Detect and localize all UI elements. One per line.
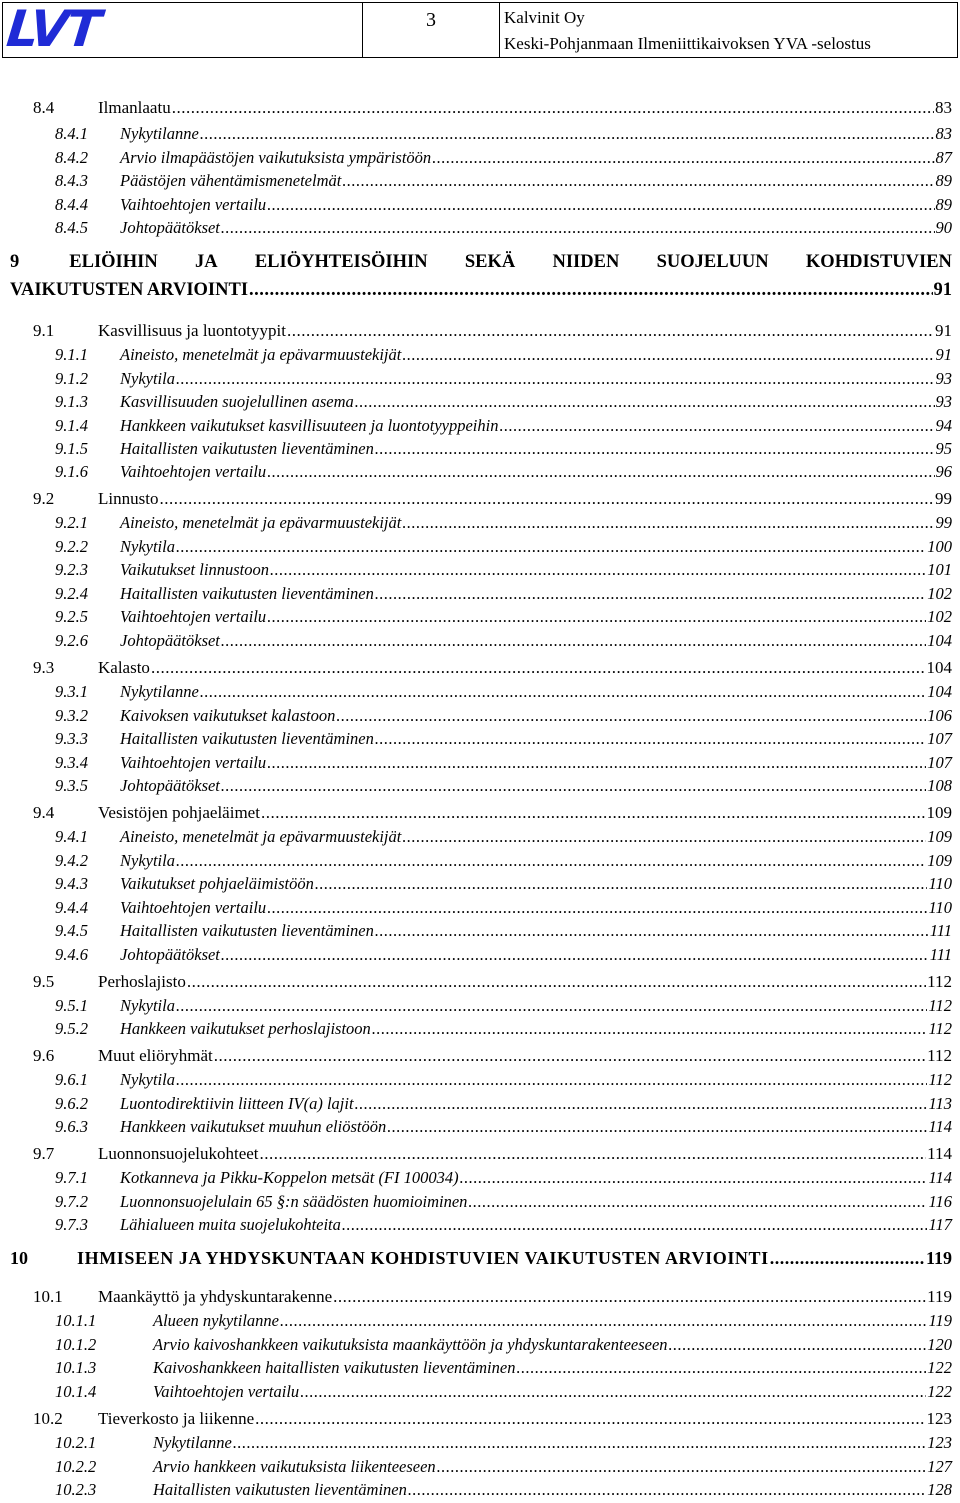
dot-leader (342, 1215, 928, 1235)
toc-entry-9-5-1[interactable] (55, 996, 952, 1019)
toc-number: 9.2.3 (55, 560, 88, 579)
dot-leader (267, 607, 926, 627)
toc-title: Päästöjen vähentämismenetelmät (120, 171, 342, 190)
toc-entry-9-3-2[interactable] (55, 706, 952, 729)
toc-page-number: 110 (928, 874, 952, 893)
toc-entry-9-7-3[interactable] (55, 1215, 952, 1238)
toc-page-number: 119 (925, 1248, 952, 1268)
toc-number: 9.2.2 (55, 537, 88, 556)
toc-entry-9-3-4[interactable] (55, 753, 952, 776)
dot-leader (342, 171, 934, 191)
toc-title-word: SUOJELUUN (656, 252, 769, 272)
toc-number: 10.2.2 (55, 1457, 97, 1476)
toc-entry-9-5-2[interactable] (55, 1019, 952, 1042)
toc-title: Aineisto, menetelmät ja epävarmuustekijät (120, 827, 402, 846)
toc-entry-10-1-3[interactable] (55, 1358, 952, 1381)
toc-title-word: ELIÖIHIN (69, 252, 158, 272)
toc-number: 9.5.1 (55, 996, 88, 1015)
toc-page-number: 89 (935, 171, 952, 190)
toc-page-number: 109 (927, 827, 952, 846)
toc-page-number: 112 (928, 1070, 952, 1089)
toc-number: 9.1 (33, 321, 55, 340)
toc-number: 10.2 (33, 1409, 63, 1428)
toc-number: 9.1.1 (55, 345, 88, 364)
dot-leader (260, 1144, 927, 1164)
toc-page-number: 93 (935, 392, 952, 411)
toc-entry-9-3[interactable] (33, 658, 952, 682)
toc-title: Nykytila (120, 1070, 175, 1089)
toc-number: 9.2 (33, 489, 55, 508)
toc-number: 9.5 (33, 972, 55, 991)
dot-leader (200, 682, 926, 702)
toc-number: 9.7.1 (55, 1168, 88, 1187)
toc-title: Nykytila (120, 537, 175, 556)
dot-leader (499, 416, 934, 436)
toc-title-word: SEKÄ (464, 252, 516, 272)
toc-entry-9-3-5[interactable] (55, 776, 952, 799)
toc-title: Nykytilanne (120, 682, 199, 701)
toc-page-number: 112 (928, 1019, 952, 1038)
dot-leader (375, 584, 926, 604)
toc-page-number: 99 (935, 513, 952, 532)
toc-title: Vaihtoehtojen vertailu (120, 607, 267, 626)
toc-page-number: 114 (928, 1117, 952, 1136)
toc-page-number: 113 (928, 1094, 952, 1113)
dot-leader (267, 898, 927, 918)
toc-title-word: ELIÖYHTEISÖIHIN (254, 252, 428, 272)
toc-entry-9-1-6[interactable] (55, 462, 952, 485)
toc-number: 9.2.6 (55, 631, 88, 650)
toc-entry-8-4-4[interactable] (55, 195, 952, 218)
toc-number: 9.1.3 (55, 392, 88, 411)
toc-title: Kaivoksen vaikutukset kalastoon (120, 706, 336, 725)
toc-number: 10.1.2 (55, 1335, 97, 1354)
toc-title: Vaikutukset pohjaeläimistöön (120, 874, 314, 893)
dot-leader (267, 462, 934, 482)
dot-leader (437, 1457, 927, 1477)
page-header (2, 2, 958, 58)
toc-number: 9.4.1 (55, 827, 88, 846)
toc-entry-10-2-1[interactable] (55, 1433, 952, 1456)
dot-leader (214, 1046, 926, 1066)
toc-entry-10-2-2[interactable] (55, 1457, 952, 1480)
toc-title: Hankkeen vaikutukset muuhun eliöstöön (120, 1117, 387, 1136)
logo-cell (3, 0, 363, 58)
dot-leader (468, 1192, 927, 1212)
dot-leader (176, 996, 927, 1016)
toc-title: Vaihtoehtojen vertailu (120, 195, 267, 214)
toc-title: Arvio ilmapäästöjen vaikutuksista ympäristöön (120, 148, 432, 167)
dot-leader (355, 1094, 928, 1114)
toc-page-number: 117 (928, 1215, 952, 1234)
toc-title: Vaikutukset linnustoon (120, 560, 269, 579)
toc-page-number: 120 (927, 1335, 952, 1354)
toc-number: 9.4.2 (55, 851, 88, 870)
toc-entry-9-6-2[interactable] (55, 1094, 952, 1117)
toc-number: 9.2.5 (55, 607, 88, 626)
toc-number: 9.4.6 (55, 945, 88, 964)
toc-title: Maankäyttö ja yhdyskuntarakenne (98, 1287, 333, 1306)
dot-leader (187, 972, 926, 992)
toc-entry-9-7-2[interactable] (55, 1192, 952, 1215)
toc-page-number: 90 (935, 218, 952, 237)
toc-number: 9.3.5 (55, 776, 88, 795)
toc-page-number: 112 (927, 972, 952, 991)
page-number: 3 (426, 9, 436, 31)
dot-leader (333, 1287, 926, 1307)
toc-page-number: 122 (927, 1358, 952, 1377)
toc-number: 9.7.2 (55, 1192, 88, 1211)
toc-number: 9.2.1 (55, 513, 88, 532)
dot-leader (355, 392, 935, 412)
toc-title: Vesistöjen pohjaeläimet (98, 803, 260, 822)
dot-leader (200, 124, 935, 144)
dot-leader (221, 631, 926, 651)
dot-leader (176, 1070, 927, 1090)
toc-number: 9.6.1 (55, 1070, 88, 1089)
toc-page-number: 89 (935, 195, 952, 214)
toc-entry-9-4-4[interactable] (55, 898, 952, 921)
toc-page-number: 112 (928, 996, 952, 1015)
toc-title: Aineisto, menetelmät ja epävarmuustekijät (120, 345, 402, 364)
dot-leader (151, 658, 926, 678)
toc-number: 10.1.3 (55, 1358, 97, 1377)
toc-title: Kaivoshankkeen haitallisten vaikutusten lieventäminen (153, 1358, 516, 1377)
toc-number: 10.1 (33, 1287, 63, 1306)
dot-leader (402, 513, 934, 533)
toc-entry-9-2-2[interactable] (55, 537, 952, 560)
toc-entry-9-4-1[interactable] (55, 827, 952, 850)
toc-title: Nykytila (120, 369, 175, 388)
toc-title: Lähialueen muita suojelukohteita (120, 1215, 341, 1234)
toc-entry-9-3-1[interactable] (55, 682, 952, 705)
dot-leader (176, 537, 926, 557)
toc-number: 9.4.3 (55, 874, 88, 893)
dot-leader (221, 776, 926, 796)
company-name: Kalvinit Oy (504, 8, 585, 27)
toc-title: IHMISEEN JA YHDYSKUNTAAN KOHDISTUVIEN VAIKUTUSTEN ARVIOINTI (77, 1248, 769, 1268)
toc-title: Hankkeen vaikutukset perhoslajistoon (120, 1019, 371, 1038)
toc-entry-9-1-2[interactable] (55, 369, 952, 392)
toc-entry-9-1[interactable] (33, 321, 952, 345)
toc-page-number: 106 (927, 706, 952, 725)
toc-number: 9 (10, 252, 20, 272)
toc-title: Luonnonsuojelukohteet (98, 1144, 259, 1163)
toc-page-number: 94 (935, 416, 952, 435)
toc-title: Vaihtoehtojen vertailu (120, 462, 267, 481)
toc-entry-9-2-6[interactable] (55, 631, 952, 654)
lvt-logo: LVT (3, 0, 102, 58)
toc-title: Arvio kaivoshankkeen vaikutuksista maankäyttöön ja yhdyskuntarakenteeseen (153, 1335, 668, 1354)
toc-entry-9-4[interactable] (33, 803, 952, 827)
toc-entry-9-3-3[interactable] (55, 729, 952, 752)
toc-page-number: 100 (927, 537, 952, 556)
dot-leader (267, 195, 934, 215)
dot-leader (176, 851, 926, 871)
toc-number: 9.1.4 (55, 416, 88, 435)
toc-page-number: 116 (928, 1192, 952, 1211)
toc-page-number: 104 (927, 631, 952, 650)
toc-page-number: 127 (927, 1457, 952, 1476)
toc-entry-9-2-4[interactable] (55, 584, 952, 607)
toc-number: 8.4 (33, 98, 55, 117)
dot-leader (176, 369, 935, 389)
toc-number: 9.7 (33, 1144, 55, 1163)
toc-number: 8.4.3 (55, 171, 88, 190)
toc-number: 10 (10, 1248, 28, 1268)
dot-leader (770, 1248, 925, 1269)
toc-title-word: NIIDEN (552, 252, 620, 272)
toc-number: 9.3 (33, 658, 55, 677)
toc-number: 9.2.4 (55, 584, 88, 603)
toc-entry-9[interactable] (10, 252, 952, 306)
toc-number: 9.3.1 (55, 682, 88, 701)
toc-entry-8-4-5[interactable] (55, 218, 952, 241)
dot-leader (280, 1311, 927, 1331)
toc-title: Vaihtoehtojen vertailu (120, 753, 267, 772)
toc-title: Haitallisten vaikutusten lieventäminen (120, 584, 374, 603)
toc-number: 9.1.5 (55, 439, 88, 458)
toc-page-number: 114 (928, 1168, 952, 1187)
toc-entry-9-4-2[interactable] (55, 851, 952, 874)
dot-leader (270, 560, 926, 580)
toc-title: Perhoslajisto (98, 972, 186, 991)
toc-entry-9-1-3[interactable] (55, 392, 952, 415)
toc-title: Arvio hankkeen vaikutuksista liikenteeseen (153, 1457, 436, 1476)
document-info-cell (500, 3, 957, 57)
dot-leader (375, 439, 935, 459)
toc-title-word: KOHDISTUVIEN (805, 252, 952, 272)
toc-number: 9.1.6 (55, 462, 88, 481)
toc-entry-9-7[interactable] (33, 1144, 952, 1168)
dot-leader (408, 1480, 926, 1500)
toc-number: 9.4.4 (55, 898, 88, 917)
dot-leader (300, 1382, 926, 1402)
toc-page-number: 102 (927, 607, 952, 626)
toc-title: Nykytilanne (153, 1433, 232, 1452)
dot-leader (233, 1433, 926, 1453)
toc-page-number: 99 (935, 489, 952, 508)
toc-page-number: 93 (935, 369, 952, 388)
toc-page-number: 109 (927, 851, 952, 870)
toc-number: 9.5.2 (55, 1019, 88, 1038)
dot-leader (172, 98, 934, 118)
toc-number: 9.3.2 (55, 706, 88, 725)
toc-entry-9-4-5[interactable] (55, 921, 952, 944)
dot-leader (255, 1409, 925, 1429)
toc-title: Vaihtoehtojen vertailu (120, 898, 267, 917)
toc-number: 9.7.3 (55, 1215, 88, 1234)
toc-title: Kasvillisuus ja luontotyypit (98, 321, 286, 340)
toc-entry-9-7-1[interactable] (55, 1168, 952, 1191)
toc-title: Kotkanneva ja Pikku-Koppelon metsät (FI 100034) (120, 1168, 459, 1187)
toc-entry-10-1-2[interactable] (55, 1335, 952, 1358)
toc-entry-10[interactable] (10, 1248, 952, 1269)
toc-title: Aineisto, menetelmät ja epävarmuustekijät (120, 513, 402, 532)
toc-page-number: 95 (935, 439, 952, 458)
toc-entry-8-4-1[interactable] (55, 124, 952, 147)
toc-entry-10-2-3[interactable] (55, 1480, 952, 1503)
toc-page-number: 102 (927, 584, 952, 603)
toc-number: 8.4.4 (55, 195, 88, 214)
toc-entry-9-6[interactable] (33, 1046, 952, 1070)
toc-number: 9.6.3 (55, 1117, 88, 1136)
toc-number: 9.4 (33, 803, 55, 822)
dot-leader (221, 218, 935, 238)
toc-title: Johtopäätökset (120, 945, 220, 964)
toc-entry-10-1[interactable] (33, 1287, 952, 1311)
toc-entry-9-2-1[interactable] (55, 513, 952, 536)
toc-page-number: 112 (927, 1046, 952, 1065)
toc-number: 10.2.1 (55, 1433, 97, 1452)
dot-leader (432, 148, 934, 168)
toc-title: Hankkeen vaikutukset kasvillisuuteen ja luontotyyppeihin (120, 416, 499, 435)
dot-leader (267, 753, 926, 773)
dot-leader (516, 1358, 926, 1378)
toc-page-number: 128 (927, 1480, 952, 1499)
toc-number: 9.6.2 (55, 1094, 88, 1113)
toc-entry-9-4-6[interactable] (55, 945, 952, 968)
toc-number: 9.3.4 (55, 753, 88, 772)
toc-page-number: 123 (926, 1409, 952, 1428)
toc-title: Haitallisten vaikutusten lieventäminen (120, 921, 374, 940)
toc-title: Muut eliöryhmät (98, 1046, 213, 1065)
toc-entry-9-6-3[interactable] (55, 1117, 952, 1140)
toc-page-number: 101 (927, 560, 952, 579)
toc-number: 8.4.1 (55, 124, 88, 143)
dot-leader (315, 874, 928, 894)
toc-page-number: 109 (926, 803, 952, 822)
dot-leader (402, 345, 934, 365)
toc-page-number: 111 (929, 945, 952, 964)
dot-leader (372, 1019, 928, 1039)
dot-leader (375, 729, 926, 749)
dot-leader (375, 921, 929, 941)
dot-leader (249, 280, 932, 301)
toc-page-number: 122 (927, 1382, 952, 1401)
toc-page-number: 111 (929, 921, 952, 940)
toc-entry-9-2[interactable] (33, 489, 952, 513)
toc-entry-9-1-4[interactable] (55, 416, 952, 439)
toc-title: Luontodirektiivin liitteen IV(a) lajit (120, 1094, 354, 1113)
toc-entry-9-2-3[interactable] (55, 560, 952, 583)
toc-number: 8.4.2 (55, 148, 88, 167)
toc-page-number: 104 (926, 658, 952, 677)
page-number-cell (363, 3, 500, 57)
toc-number: 10.1.4 (55, 1382, 97, 1401)
toc-title: Tieverkosto ja liikenne (98, 1409, 255, 1428)
toc-number: 9.3.3 (55, 729, 88, 748)
toc-title: Nykytila (120, 851, 175, 870)
toc-entry-9-1-1[interactable] (55, 345, 952, 368)
toc-entry-9-2-5[interactable] (55, 607, 952, 630)
toc-number: 9.1.2 (55, 369, 88, 388)
toc-page-number: 110 (928, 898, 952, 917)
toc-title: Luonnonsuojelulain 65 §:n säädösten huomioiminen (120, 1192, 468, 1211)
dot-leader (261, 803, 926, 823)
dot-leader (287, 321, 934, 341)
toc-entry-9-6-1[interactable] (55, 1070, 952, 1093)
toc-title: Ilmanlaatu (98, 98, 171, 117)
toc-number: 9.6 (33, 1046, 55, 1065)
toc-page-number: 108 (927, 776, 952, 795)
toc-page-number: 123 (927, 1433, 952, 1452)
toc-title: Kalasto (98, 658, 150, 677)
toc-number: 8.4.5 (55, 218, 88, 237)
toc-page-number: 114 (927, 1144, 952, 1163)
toc-page-number: 91 (933, 280, 952, 300)
toc-title: Haitallisten vaikutusten lieventäminen (120, 439, 374, 458)
toc-entry-8-4-3[interactable] (55, 171, 952, 194)
toc-title: Haitallisten vaikutusten lieventäminen (120, 729, 374, 748)
toc-page-number: 96 (935, 462, 952, 481)
project-title: Keski-Pohjanmaan Ilmeniittikaivoksen YVA -selostus (504, 34, 871, 53)
toc-entry-10-1-1[interactable] (55, 1311, 952, 1334)
dot-leader (221, 945, 929, 965)
toc-entry-10-2[interactable] (33, 1409, 952, 1433)
toc-title: Johtopäätökset (120, 631, 220, 650)
toc-entry-9-1-5[interactable] (55, 439, 952, 462)
dot-leader (387, 1117, 927, 1137)
toc-entry-8-4[interactable] (33, 98, 952, 122)
toc-page-number: 107 (927, 729, 952, 748)
toc-number: 9.4.5 (55, 921, 88, 940)
toc-entry-10-1-4[interactable] (55, 1382, 952, 1405)
dot-leader (669, 1335, 927, 1355)
toc-number: 10.1.1 (55, 1311, 97, 1330)
toc-title: Kasvillisuuden suojelullinen asema (120, 392, 354, 411)
toc-entry-9-5[interactable] (33, 972, 952, 996)
dot-leader (159, 489, 934, 509)
toc-title: Johtopäätökset (120, 218, 220, 237)
toc-title-word: JA (194, 252, 218, 272)
toc-title: Vaihtoehtojen vertailu (153, 1382, 300, 1401)
toc-page-number: 107 (927, 753, 952, 772)
toc-title: Alueen nykytilanne (153, 1311, 279, 1330)
toc-page-number: 87 (935, 148, 952, 167)
toc-page-number: 104 (927, 682, 952, 701)
toc-title: Linnusto (98, 489, 159, 508)
toc-title: VAIKUTUSTEN ARVIOINTI (10, 280, 249, 300)
toc-entry-8-4-2[interactable] (55, 148, 952, 171)
toc-title: Johtopäätökset (120, 776, 220, 795)
toc-page-number: 83 (935, 98, 952, 117)
toc-title: Nykytila (120, 996, 175, 1015)
toc-page-number: 91 (935, 345, 952, 364)
toc-title: Nykytilanne (120, 124, 199, 143)
toc-page-number: 83 (935, 124, 952, 143)
toc-page-number: 91 (935, 321, 952, 340)
toc-page-number: 119 (927, 1287, 952, 1306)
toc-title: Haitallisten vaikutusten lieventäminen (153, 1480, 407, 1499)
toc-number: 10.2.3 (55, 1480, 97, 1499)
dot-leader (460, 1168, 928, 1188)
dot-leader (336, 706, 926, 726)
dot-leader (402, 827, 926, 847)
toc-page-number: 119 (928, 1311, 952, 1330)
toc-entry-9-4-3[interactable] (55, 874, 952, 897)
